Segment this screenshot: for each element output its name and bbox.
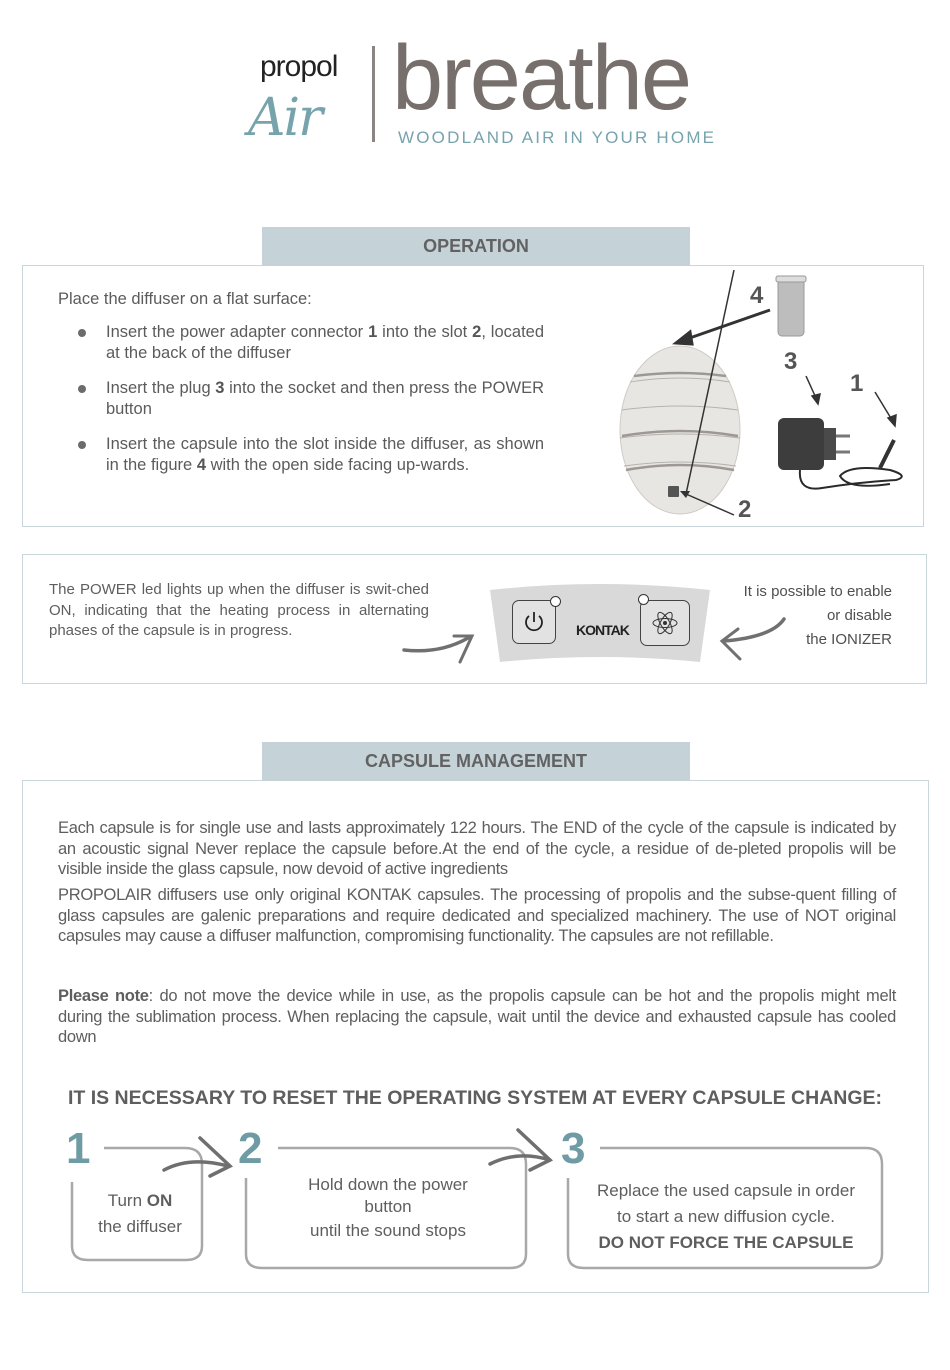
operation-step: Insert the capsule into the slot inside the diffuser, as shown in the figure 4 with the open side facing up-wards. <box>78 434 544 476</box>
kontak-logo: KONTAK <box>576 622 629 638</box>
logo-breathe: breathe <box>392 27 691 129</box>
ionizer-description: It is possible to enable or disable the IONIZER <box>743 583 892 648</box>
capsule-note: Please note: do not move the device while in use, as the propolis capsule can be hot and the propolis might melt during the sublimation process. When replacing the capsule, wait until the device and exhausted capsule has cooled down <box>58 987 896 1046</box>
arrow-right-icon <box>400 630 480 666</box>
label-capsule: 4 <box>750 282 764 309</box>
operation-steps <box>78 322 544 490</box>
logo-air: Air <box>248 88 322 148</box>
diffuser-assembly-figure <box>600 270 920 525</box>
operation-intro: Place the diffuser on a flat surface: <box>58 290 312 308</box>
capsule-paragraph-original: PROPOLAIR diffusers use only original KONTAK capsules. The processing of propolis and the subse-quent filling of glass capsules are galenic preparations and require dedicated and specialized machinery. The use of NOT original capsules may cause a diffuser malfunction, compromising functionality. The capsules are not refillable. <box>58 886 896 945</box>
step-3-text: Replace the used capsule in order to start a new diffusion cycle. DO NOT FORCE THE CAPSULE <box>597 1181 855 1252</box>
power-button[interactable] <box>512 600 556 644</box>
step-number-2: 2 <box>238 1124 263 1173</box>
operation-step: Insert the power adapter connector 1 into the slot 2, located at the back of the diffuser <box>78 322 544 364</box>
operation-step: Insert the plug 3 into the socket and then press the POWER button <box>78 378 544 420</box>
power-icon <box>522 610 546 634</box>
label-connector: 1 <box>850 370 864 397</box>
logo-propol: propol <box>260 50 338 83</box>
logo-divider <box>372 46 375 142</box>
step-1-text: Turn ON the diffuser <box>98 1191 182 1236</box>
capsule-title: CAPSULE MANAGEMENT <box>262 742 690 781</box>
reset-title: IT IS NECESSARY TO RESET THE OPERATING SYSTEM AT EVERY CAPSULE CHANGE: <box>67 1087 883 1109</box>
control-panel-illustration <box>488 582 712 666</box>
step-number-3: 3 <box>561 1124 586 1173</box>
brand-logo <box>240 27 720 156</box>
logo-tagline: WOODLAND AIR IN YOUR HOME <box>398 128 717 147</box>
operation-title: OPERATION <box>262 227 690 266</box>
step-number-1: 1 <box>66 1124 91 1173</box>
power-led <box>550 596 561 607</box>
label-adapter: 3 <box>784 348 798 375</box>
capsule-paragraph-usage: Each capsule is for single use and lasts approximately 122 hours. The END of the cycle of the capsule is indicated by an acoustic signal Never replace the capsule before.At the end of the cycle, a residue of de-pleted propolis will be visible inside the glass capsule, now devoid of active ingredients <box>58 819 896 878</box>
power-led-description: The POWER led lights up when the diffuser is swit-ched ON, indicating that the heating process in alternating phases of the capsule is in progress. <box>49 581 429 639</box>
ionizer-led <box>638 594 649 605</box>
step-2-text: Hold down the power button until the sound stops <box>308 1175 468 1240</box>
diffuser-illustration <box>620 346 740 514</box>
ionizer-button[interactable] <box>640 600 690 646</box>
atom-icon <box>651 609 679 637</box>
label-slot: 2 <box>738 496 752 523</box>
